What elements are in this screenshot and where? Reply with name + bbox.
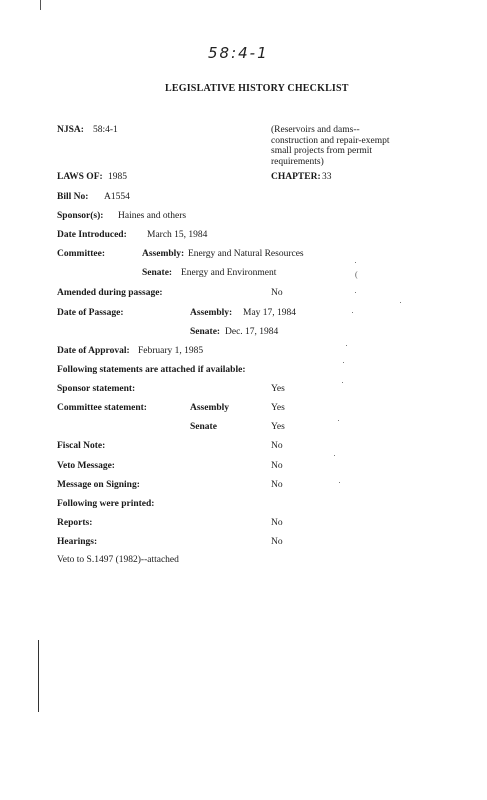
committee-statement-senate-label: Senate xyxy=(190,422,217,432)
scan-mark-left-margin xyxy=(38,640,39,712)
reports-label: Reports: xyxy=(57,518,93,528)
bill-description: (Reservoirs and dams--construction and repair-exempt small projects from permit requirements) xyxy=(271,125,390,167)
reports-value: No xyxy=(271,518,283,528)
following-printed-heading: Following were printed: xyxy=(57,499,155,509)
amended-label: Amended during passage: xyxy=(57,288,163,298)
veto-note: Veto to S.1497 (1982)--attached xyxy=(57,555,179,565)
committee-senate-label: Senate: xyxy=(142,268,173,278)
scan-speck xyxy=(334,455,335,456)
scan-speck xyxy=(338,420,339,421)
sponsors-label: Sponsor(s): xyxy=(57,211,104,221)
scan-speck xyxy=(346,345,347,346)
scan-speck xyxy=(400,302,401,303)
committee-label: Committee: xyxy=(57,249,106,259)
njsa-label: NJSA: xyxy=(57,125,84,135)
committee-statement-label: Committee statement: xyxy=(57,403,147,413)
njsa-value: 58:4-1 xyxy=(93,125,118,135)
chapter-label: CHAPTER: xyxy=(271,172,321,182)
chapter-value: 33 xyxy=(322,172,332,182)
scan-speck xyxy=(342,382,343,383)
scan-mark-top xyxy=(40,0,41,10)
committee-assembly-label: Assembly: xyxy=(142,249,185,259)
date-of-approval-label: Date of Approval: xyxy=(57,346,130,356)
date-of-passage-label: Date of Passage: xyxy=(57,308,124,318)
fiscal-note-label: Fiscal Note: xyxy=(57,441,106,451)
bill-no-value: A1554 xyxy=(104,192,130,202)
fiscal-note-value: No xyxy=(271,441,283,451)
sponsor-statement-value: Yes xyxy=(271,384,285,394)
message-on-signing-value: No xyxy=(271,480,283,490)
message-on-signing-label: Message on Signing: xyxy=(57,480,140,490)
date-introduced-value: March 15, 1984 xyxy=(147,230,208,240)
sponsor-statement-label: Sponsor statement: xyxy=(57,384,136,394)
laws-of-value: 1985 xyxy=(108,172,127,182)
veto-message-value: No xyxy=(271,461,283,471)
veto-message-label: Veto Message: xyxy=(57,461,115,471)
page-title: LEGISLATIVE HISTORY CHECKLIST xyxy=(165,83,349,94)
committee-statement-assembly-value: Yes xyxy=(271,403,285,413)
scan-speck: ( xyxy=(355,270,358,279)
laws-of-label: LAWS OF: xyxy=(57,172,103,182)
following-attached-heading: Following statements are attached if available: xyxy=(57,365,246,375)
passage-senate-value: Dec. 17, 1984 xyxy=(225,327,279,337)
passage-assembly-value: May 17, 1984 xyxy=(243,308,297,318)
passage-assembly-label: Assembly: xyxy=(190,308,233,318)
hearings-label: Hearings: xyxy=(57,537,98,547)
scan-speck xyxy=(355,262,356,263)
date-introduced-label: Date Introduced: xyxy=(57,230,127,240)
passage-senate-label: Senate: xyxy=(190,327,221,337)
sponsors-value: Haines and others xyxy=(118,211,187,221)
handwritten-statute-number: 58:4-1 xyxy=(208,44,269,62)
scan-speck xyxy=(343,362,344,363)
scan-speck xyxy=(355,292,356,293)
bill-no-label: Bill No: xyxy=(57,192,89,202)
committee-senate-value: Energy and Environment xyxy=(181,268,277,278)
date-of-approval-value: February 1, 1985 xyxy=(138,346,204,356)
scan-speck xyxy=(339,482,340,483)
committee-statement-senate-value: Yes xyxy=(271,422,285,432)
committee-assembly-value: Energy and Natural Resources xyxy=(188,249,304,259)
hearings-value: No xyxy=(271,537,283,547)
amended-value: No xyxy=(271,288,283,298)
scan-speck xyxy=(352,312,353,313)
committee-statement-assembly-label: Assembly xyxy=(190,403,230,413)
